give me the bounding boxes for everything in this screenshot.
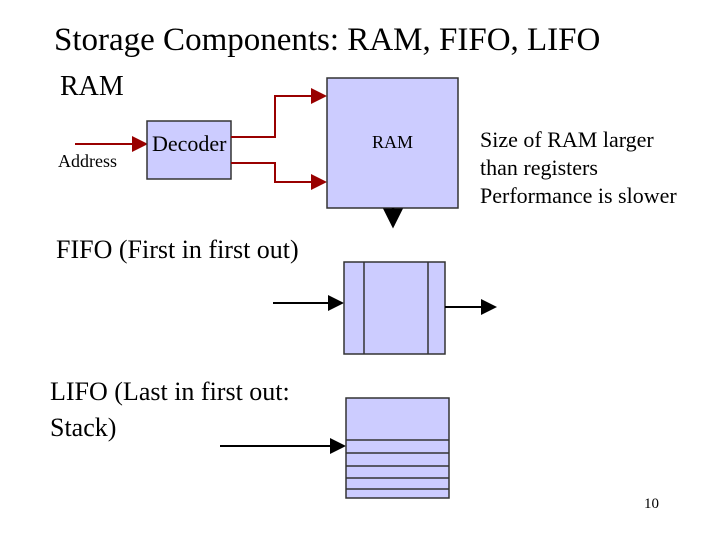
lifo-heading: Stack) — [50, 413, 117, 442]
ram-heading: RAM — [60, 71, 124, 102]
decoder-to-ram-arrow-top — [231, 96, 325, 137]
decoder-to-ram-arrow-bottom — [231, 163, 325, 182]
ram-note-line: Size of RAM larger — [480, 127, 654, 152]
decoder-label: Decoder — [152, 131, 227, 156]
ram-box-label: RAM — [372, 132, 414, 152]
ram-note-line: Performance is slower — [480, 183, 677, 208]
ram-note-line: than registers — [480, 155, 598, 180]
lifo-box — [346, 398, 449, 498]
slide-title: Storage Components: RAM, FIFO, LIFO — [54, 22, 601, 58]
address-label: Address — [58, 151, 117, 171]
lifo-heading: LIFO (Last in first out: — [50, 377, 290, 406]
fifo-heading: FIFO (First in first out) — [56, 235, 299, 264]
fifo-box — [344, 262, 445, 354]
page-number: 10 — [644, 496, 659, 512]
